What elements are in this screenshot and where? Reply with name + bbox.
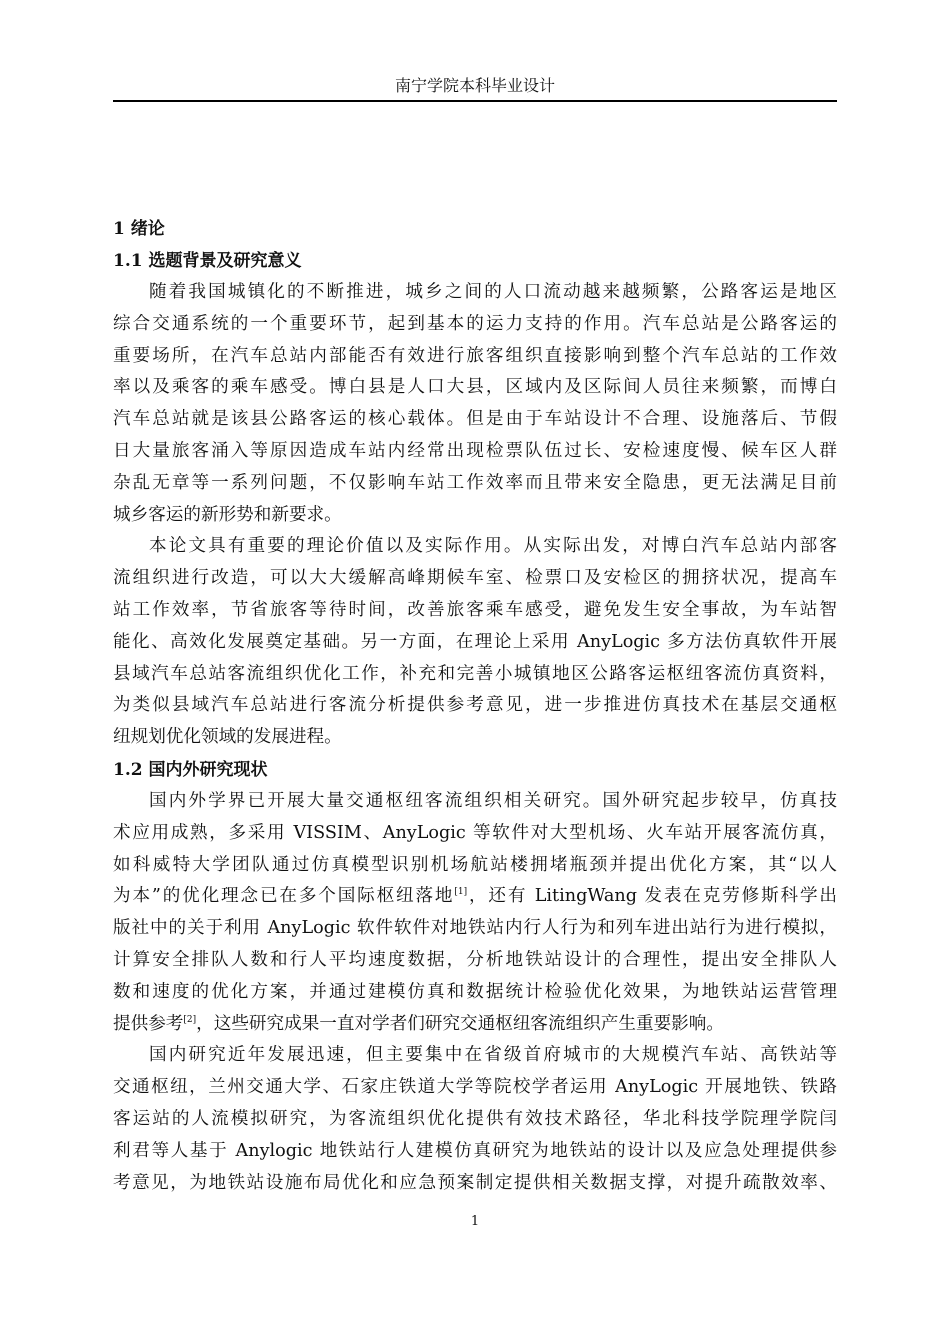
text-line: 利君等人基于 Anylogic 地铁站行人建模仿真研究为地铁站的设计以及应急处理提供参 xyxy=(113,1140,837,1161)
text-line: 交通枢纽，兰州交通大学、石家庄铁道大学等院校学者运用 AnyLogic 开展地铁、铁路 xyxy=(113,1077,837,1098)
page-header: 南宁学院本科毕业设计 xyxy=(394,76,555,95)
text-line: 城乡客运的新形势和新要求。 xyxy=(113,504,342,525)
text-line: 纽规划优化领域的发展进程。 xyxy=(113,727,342,748)
text-line: 县域汽车总站客流组织优化工作，补充和完善小城镇地区公路客运枢纽客流仿真资料， xyxy=(113,663,837,684)
text-line xyxy=(113,881,837,913)
text-line: 率以及乘客的乘车感受。博白县是人口大县，区域内及区际间人员往来频繁，而博白 xyxy=(113,377,837,398)
citation-superscript: [2] xyxy=(183,1014,197,1025)
text-line: 数和速度的优化方案，并通过建模仿真和数据统计检验优化效果，为地铁站运营管理 xyxy=(113,981,837,1002)
text-run: ，还有 LitingWang 发表在克劳修斯科学出 xyxy=(467,886,837,907)
text-line: 流组织进行改造，可以大大缓解高峰期候车室、检票口及安检区的拥挤状况，提高车 xyxy=(113,568,837,589)
text-line: 日大量旅客涌入等原因造成车站内经常出现检票队伍过长、安检速度慢、候车区人群 xyxy=(113,440,837,461)
text-line: 站工作效率，节省旅客等待时间，改善旅客乘车感受，避免发生安全事故，为车站智 xyxy=(113,599,837,620)
document-body xyxy=(113,213,837,1199)
text-line: 汽车总站就是该县公路客运的核心载体。但是由于车站设计不合理、设施落后、节假 xyxy=(113,409,837,430)
text-line: 如科威特大学团队通过仿真模型识别机场航站楼拥堵瓶颈并提出优化方案，其“以人 xyxy=(113,854,837,875)
header-rule xyxy=(113,100,837,102)
text-line: 客运站的人流模拟研究，为客流组织优化提供有效技术路径，华北科技学院理学院闫 xyxy=(113,1108,837,1129)
section-title: 1.2 国内外研究现状 xyxy=(113,759,268,780)
text-line: 综合交通系统的一个重要环节，起到基本的运力支持的作用。汽车总站是公路客运的 xyxy=(113,313,837,334)
text-line: 为类似县域汽车总站进行客流分析提供参考意见，进一步推进仿真技术在基层交通枢 xyxy=(113,695,837,716)
text-line: 随着我国城镇化的不断推进，城乡之间的人口流动越来越频繁，公路客运是地区 xyxy=(149,282,837,302)
page-number: 1 xyxy=(470,1214,480,1229)
text-line: 国内外学界已开展大量交通枢纽客流组织相关研究。国外研究起步较早，仿真技 xyxy=(149,790,837,811)
text-line: 考意见，为地铁站设施布局优化和应急预案制定提供相关数据支撑，对提升疏散效率、 xyxy=(113,1172,837,1193)
section-title: 1.1 选题背景及研究意义 xyxy=(113,251,302,271)
paragraph xyxy=(113,1040,837,1199)
text-line: 本论文具有重要的理论价值以及实际作用。从实际出发，对博白汽车总站内部客 xyxy=(149,536,837,557)
text-line: 版社中的关于利用 AnyLogic 软件软件对地铁站内行人行为和列车进出站行为进行模拟， xyxy=(113,918,837,939)
text-line: 杂乱无章等一系列问题，不仅影响车站工作效率而且带来安全隐患，更无法满足目前 xyxy=(113,472,837,493)
text-run: 为本”的优化理念已在多个国际枢纽落地 xyxy=(113,886,455,907)
paragraph xyxy=(113,786,837,1040)
text-run: 提供参考 xyxy=(113,1013,184,1034)
text-run: ，这些研究成果一直对学者们研究交通枢纽客流组织产生重要影响。 xyxy=(196,1013,724,1034)
text-line: 计算安全排队人数和行人平均速度数据，分析地铁站设计的合理性，提出安全排队人 xyxy=(113,949,837,970)
text-line xyxy=(113,1009,837,1041)
sections xyxy=(113,245,837,1199)
text-line: 国内研究近年发展迅速，但主要集中在省级首府城市的大规模汽车站、高铁站等 xyxy=(149,1045,837,1066)
citation-superscript: [1] xyxy=(454,887,468,898)
text-line: 重要场所，在汽车总站内部能否有效进行旅客组织直接影响到整个汽车总站的工作效 xyxy=(113,345,837,366)
paragraph xyxy=(113,531,837,754)
paragraph xyxy=(113,277,837,531)
text-line: 术应用成熟，多采用 VISSIM、AnyLogic 等软件对大型机场、火车站开展客流仿真， xyxy=(113,822,837,843)
chapter-title: 1 绪论 xyxy=(113,219,165,239)
text-line: 能化、高效化发展奠定基础。另一方面，在理论上采用 AnyLogic 多方法仿真软件开展 xyxy=(113,631,837,652)
